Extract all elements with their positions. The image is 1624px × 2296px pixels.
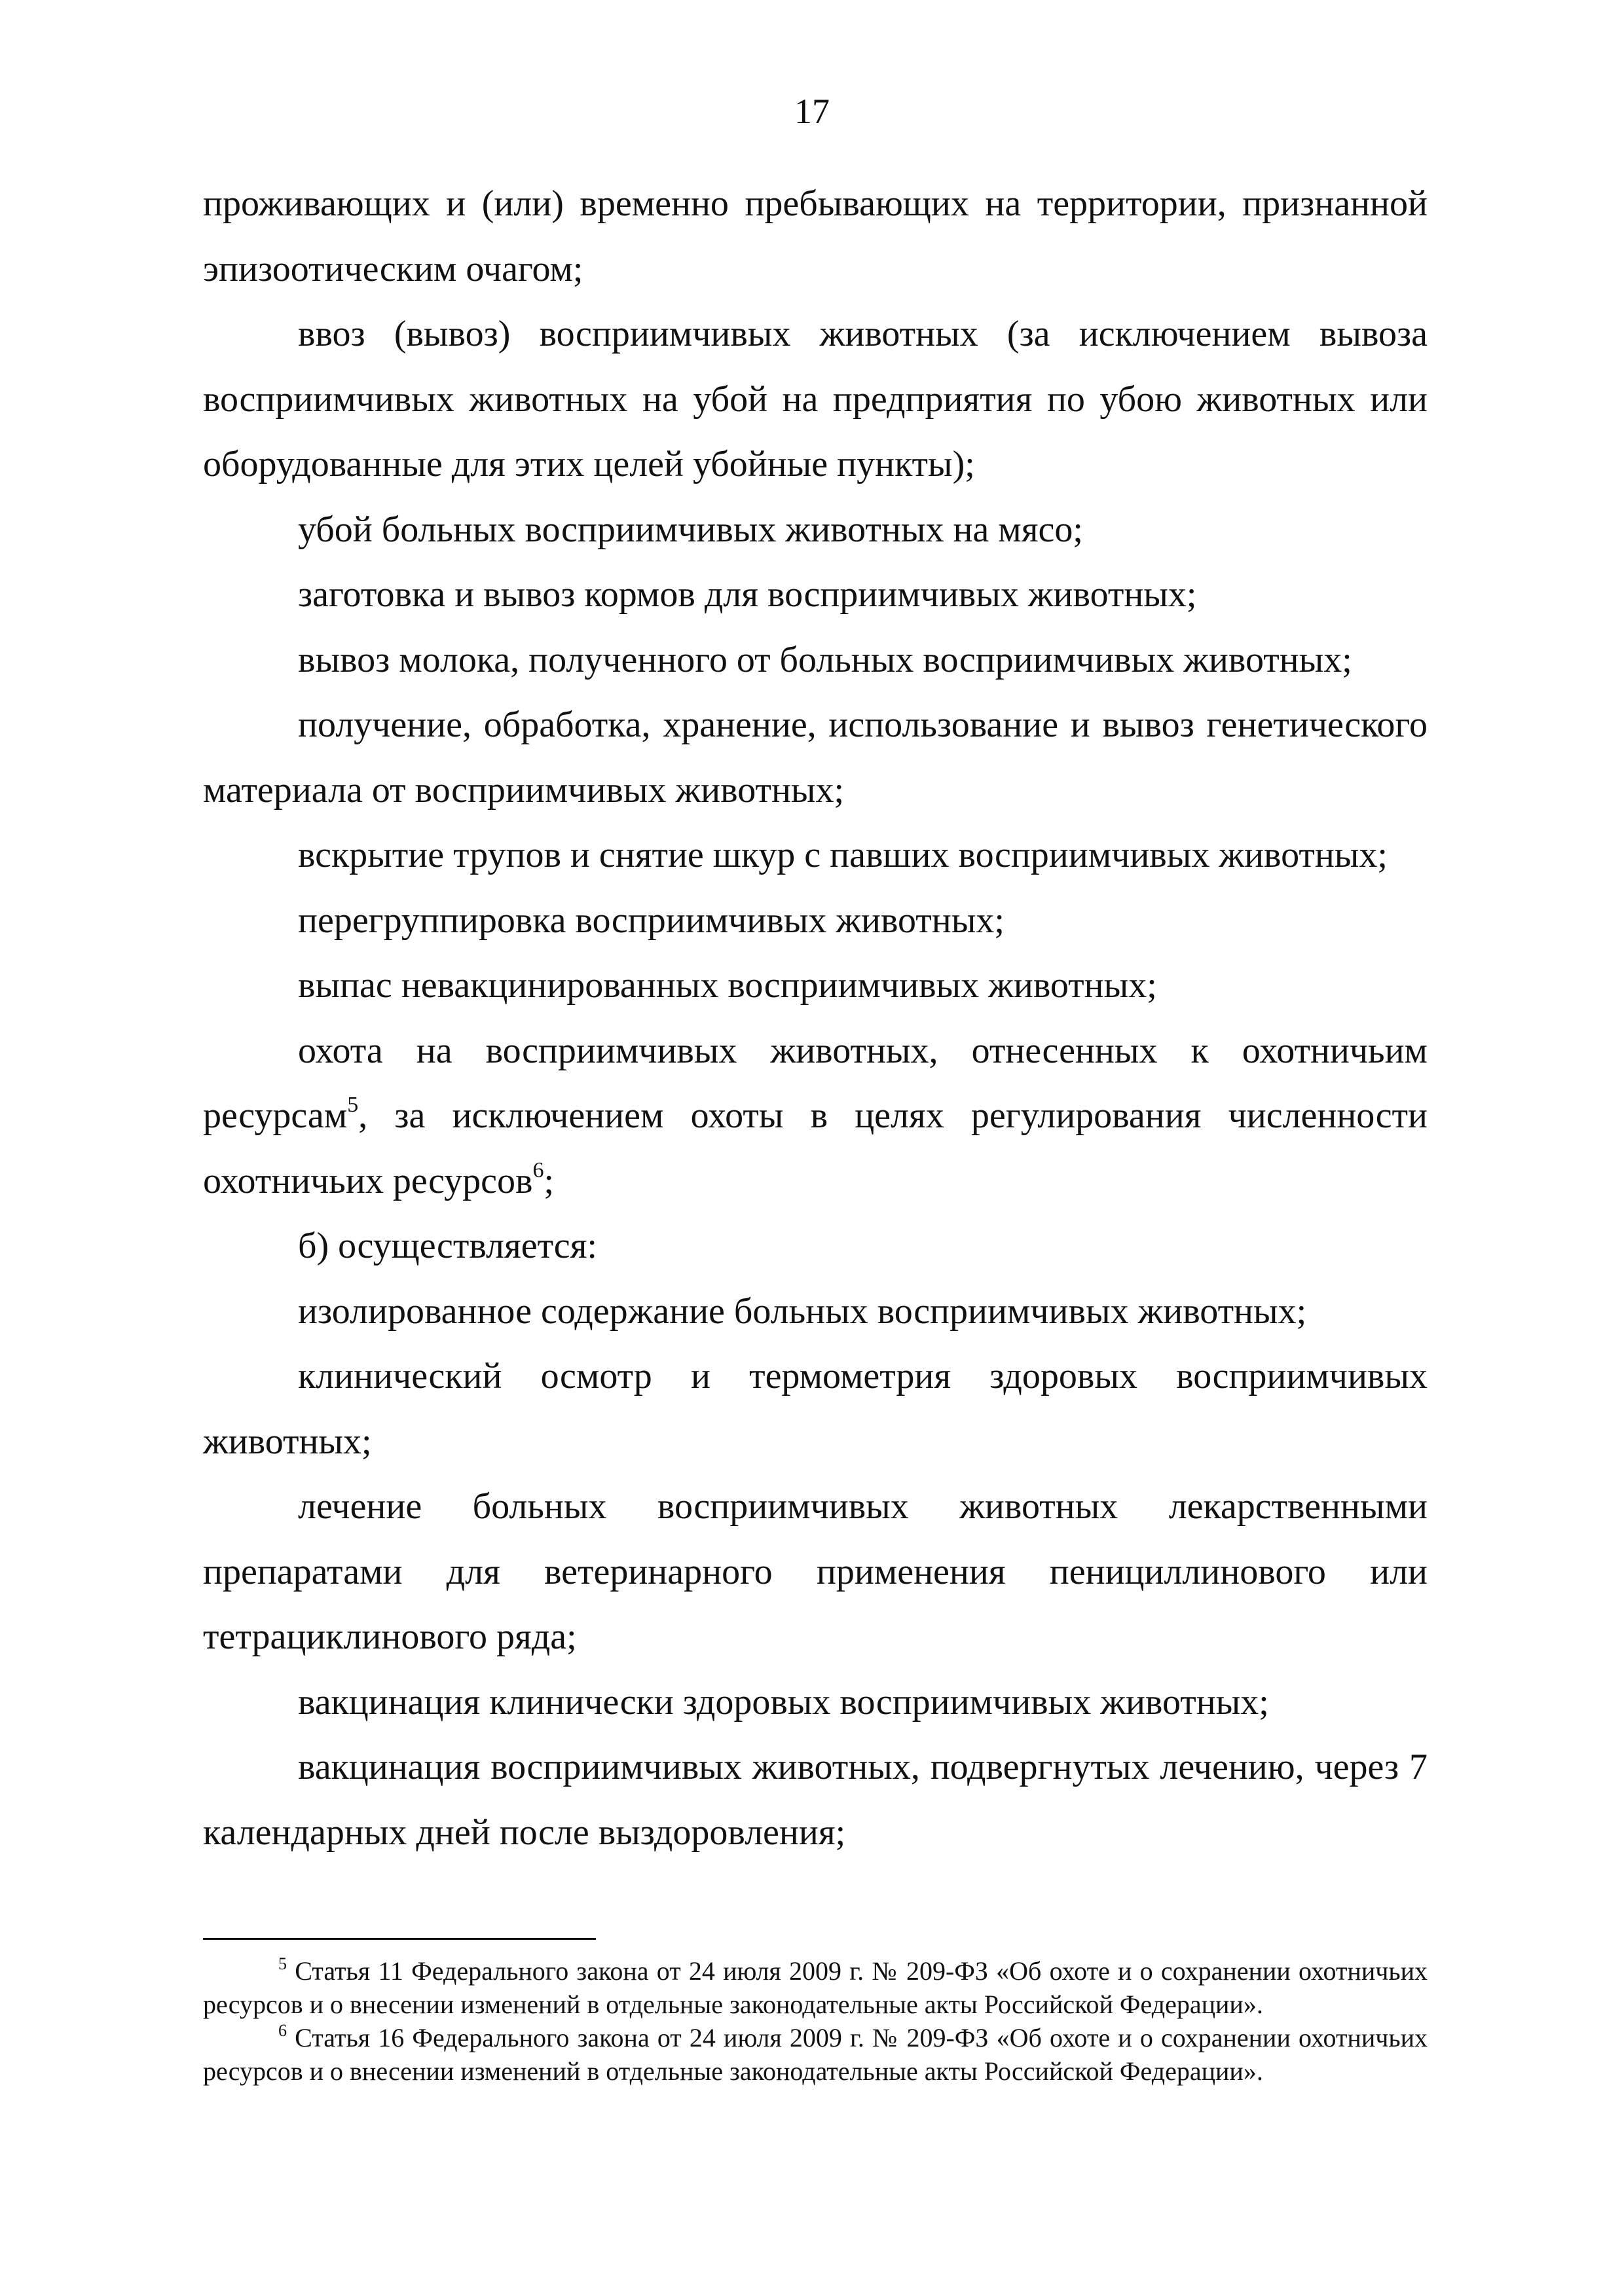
paragraph-import-export: ввоз (вывоз) восприимчивых животных (за исключением вывоза восприимчивых животных на убой на предприятия по убою животных или оборудованные для этих целей убойные пункты); xyxy=(203,314,1428,484)
paragraph-milk: вывоз молока, полученного от больных восприимчивых животных; xyxy=(298,639,1352,680)
footnote-6-text: Статья 16 Федерального закона от 24 июля 2009 г. № 209-ФЗ «Об охоте и о сохранении охотничьих ресурсов и о внесении изменений в отдельные законодательные акты Российской Федерации». xyxy=(203,2023,1428,2086)
paragraph-continuation: проживающих и (или) временно пребывающих на территории, признанной эпизоотическим очагом; xyxy=(203,183,1428,289)
paragraph-regrouping: перегруппировка восприимчивых животных; xyxy=(298,900,1005,941)
paragraph-feed: заготовка и вывоз кормов для восприимчивых животных; xyxy=(298,574,1197,615)
footnotes xyxy=(203,1954,1428,2088)
paragraph-vaccination-treated: вакцинация восприимчивых животных, подвергнутых лечению, через 7 календарных дней после выздоровления; xyxy=(203,1747,1428,1853)
footnote-5 xyxy=(203,1954,1428,2021)
paragraph-isolation: изолированное содержание больных восприимчивых животных; xyxy=(298,1290,1307,1332)
paragraph-section-b: б) осуществляется: xyxy=(298,1226,597,1266)
paragraph-vaccination-healthy: вакцинация клинически здоровых восприимчивых животных; xyxy=(298,1681,1269,1722)
hunting-text-part2: , за исключением охоты в целях регулирования численности охотничьих ресурсов xyxy=(203,1095,1428,1201)
footnote-mark-5: 5 xyxy=(278,1954,287,1973)
footnote-mark-6: 6 xyxy=(278,2021,287,2040)
footnote-ref-6: 6 xyxy=(532,1157,544,1182)
paragraph-hunting xyxy=(203,1019,1428,1214)
hunting-text-part3: ; xyxy=(544,1160,555,1201)
paragraph-autopsy: вскрытие трупов и снятие шкур с павших восприимчивых животных; xyxy=(298,835,1388,875)
paragraph-grazing: выпас невакцинированных восприимчивых животных; xyxy=(298,965,1157,1006)
paragraph-genetic-material: получение, обработка, хранение, использование и вывоз генетического материала от восприимчивых животных; xyxy=(203,704,1428,811)
footnote-divider xyxy=(203,1938,596,1940)
paragraph-treatment: лечение больных восприимчивых животных лекарственными препаратами для ветеринарного применения пенициллинового или тетрациклинового ряда; xyxy=(203,1486,1428,1657)
body-text xyxy=(203,172,1428,1865)
footnote-6 xyxy=(203,2021,1428,2088)
footnote-ref-5: 5 xyxy=(347,1093,359,1117)
page-number: 17 xyxy=(794,92,830,131)
paragraph-clinical-exam: клинический осмотр и термометрия здоровых восприимчивых животных; xyxy=(203,1356,1428,1462)
footnote-5-text: Статья 11 Федерального закона от 24 июля 2009 г. № 209-ФЗ «Об охоте и о сохранении охотничьих ресурсов и о внесении изменений в отдельные законодательные акты Российской Федерации». xyxy=(203,1956,1428,2019)
paragraph-slaughter: убой больных восприимчивых животных на мясо; xyxy=(298,509,1083,550)
hunting-text-part1: охота на восприимчивых животных, отнесенных к охотничьим ресурсам xyxy=(203,1030,1428,1136)
